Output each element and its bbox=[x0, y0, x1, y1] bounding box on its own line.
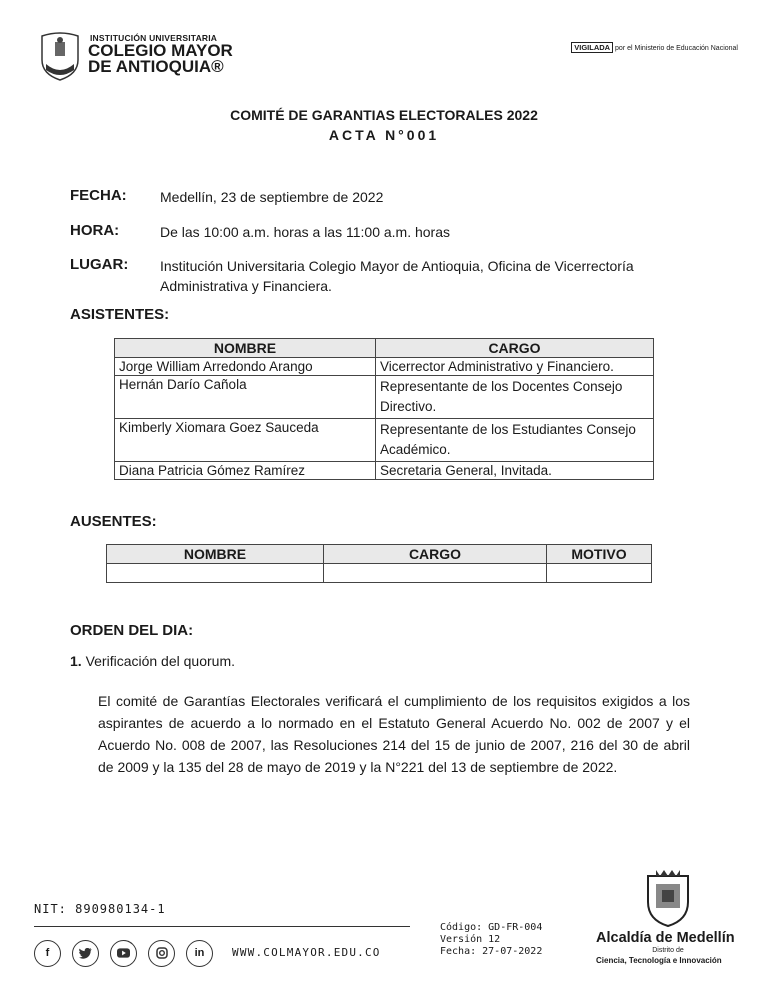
table-row bbox=[115, 462, 654, 480]
facebook-icon[interactable]: f bbox=[34, 940, 61, 967]
table-row bbox=[115, 358, 654, 376]
column-header-motivo: MOTIVO bbox=[547, 545, 652, 564]
table-row bbox=[115, 376, 654, 419]
lugar-label: LUGAR: bbox=[70, 256, 129, 273]
instagram-icon[interactable] bbox=[148, 940, 175, 967]
footer-divider bbox=[34, 926, 410, 927]
ausentes-label: AUSENTES: bbox=[70, 513, 157, 530]
cell-cargo: Representante de los Docentes Consejo Directivo. bbox=[376, 376, 654, 419]
vigilada-text: por el Ministerio de Educación Nacional bbox=[615, 45, 738, 52]
column-header-nombre: NOMBRE bbox=[115, 339, 376, 358]
orden-item-1-text: Verificación del quorum. bbox=[85, 653, 235, 669]
cell-nombre: Diana Patricia Gómez Ramírez bbox=[115, 462, 376, 480]
institution-small-label: INSTITUCIÓN UNIVERSITARIA bbox=[90, 33, 218, 43]
cell-nombre: Jorge William Arredondo Arango bbox=[115, 358, 376, 376]
table-row bbox=[107, 564, 652, 583]
youtube-icon[interactable] bbox=[110, 940, 137, 967]
cell-cargo: Representante de los Estudiantes Consejo Académico. bbox=[376, 419, 654, 462]
asistentes-label: ASISTENTES: bbox=[70, 306, 170, 323]
institution-line1: COLEGIO MAYOR bbox=[88, 41, 233, 60]
ciencia-label: Ciencia, Tecnología e Innovación bbox=[596, 956, 722, 965]
orden-label: ORDEN DEL DIA: bbox=[70, 622, 194, 639]
hora-value: De las 10:00 a.m. horas a las 11:00 a.m. horas bbox=[160, 224, 451, 240]
nit-label: NIT: 890980134-1 bbox=[34, 902, 166, 916]
empty-cell bbox=[547, 564, 652, 583]
institution-seal-logo bbox=[38, 30, 82, 82]
asistentes-table bbox=[114, 338, 654, 480]
table-row bbox=[115, 419, 654, 462]
orden-paragraph: El comité de Garantías Electorales verificará el cumplimiento de los requisitos exigidos a los aspirantes de acuerdo a lo normado en el Estatuto General Acuerdo No. 002 de 2007 y el Acuerdo No. 008 de 2007, las Resoluciones 214 del 15 de junio de 2007, 216 del 30 de abril de 2009 y la 135 del 28 de mayo de 2019 y la N°221 del 13 de septiembre de 2022. bbox=[98, 693, 690, 775]
institution-name bbox=[88, 43, 233, 75]
linkedin-icon[interactable]: in bbox=[186, 940, 213, 967]
column-header-cargo: CARGO bbox=[376, 339, 654, 358]
hora-label: HORA: bbox=[70, 222, 120, 239]
fecha-value: Medellín, 23 de septiembre de 2022 bbox=[160, 189, 384, 205]
orden-item-1 bbox=[70, 651, 235, 671]
version-text: Versión 12 bbox=[440, 934, 501, 945]
institution-line2: DE ANTIOQUIA® bbox=[88, 57, 224, 76]
column-header-cargo: CARGO bbox=[324, 545, 547, 564]
codigo-text: Código: GD-FR-004 bbox=[440, 922, 543, 933]
lugar-value-line2: Administrativa y Financiera. bbox=[160, 278, 332, 294]
table-header-row bbox=[107, 545, 652, 564]
ausentes-table bbox=[106, 544, 652, 583]
twitter-icon[interactable] bbox=[72, 940, 99, 967]
vigilada-notice bbox=[571, 43, 738, 52]
document-code-block bbox=[440, 922, 542, 958]
cell-nombre: Hernán Darío Cañola bbox=[115, 376, 376, 419]
medellin-coat-of-arms-logo bbox=[642, 866, 694, 928]
column-header-nombre: NOMBRE bbox=[107, 545, 324, 564]
empty-cell bbox=[324, 564, 547, 583]
fecha-label: FECHA: bbox=[70, 187, 127, 204]
table-header-row bbox=[115, 339, 654, 358]
lugar-value bbox=[160, 256, 634, 296]
alcaldia-label: Alcaldía de Medellín bbox=[596, 930, 735, 946]
cell-cargo: Vicerrector Administrativo y Financiero. bbox=[376, 358, 654, 376]
cell-nombre: Kimberly Xiomara Goez Sauceda bbox=[115, 419, 376, 462]
website-link[interactable]: WWW.COLMAYOR.EDU.CO bbox=[232, 946, 381, 959]
vigilada-label: VIGILADA bbox=[571, 42, 613, 53]
cell-cargo: Secretaria General, Invitada. bbox=[376, 462, 654, 480]
lugar-value-line1: Institución Universitaria Colegio Mayor de Antioquia, Oficina de Vicerrectoría bbox=[160, 258, 634, 274]
empty-cell bbox=[107, 564, 324, 583]
document-subtitle: ACTA N°001 bbox=[328, 127, 440, 143]
distrito-label: Distrito de bbox=[652, 947, 684, 954]
orden-item-1-number: 1. bbox=[70, 653, 82, 669]
document-title: COMITÉ DE GARANTIAS ELECTORALES 2022 bbox=[230, 107, 538, 123]
fecha-text: Fecha: 27-07-2022 bbox=[440, 946, 543, 957]
